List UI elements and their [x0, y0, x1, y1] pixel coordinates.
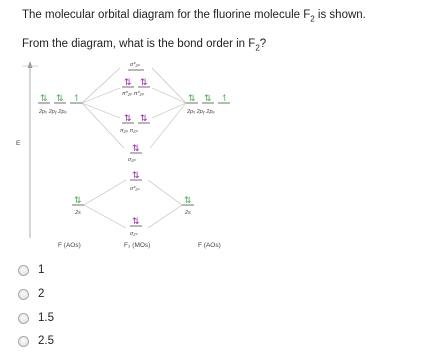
question-line-1-text: The molecular orbital diagram for the fluorine molecule F — [22, 9, 311, 21]
answer-option-2[interactable] — [18, 286, 44, 302]
right-2s-orbital — [182, 196, 194, 206]
answer-option-4[interactable] — [18, 333, 54, 349]
svg-text:↿: ↿ — [73, 94, 81, 104]
sigma2s-label: σ₂ₛ — [130, 231, 138, 237]
svg-text:⇅: ⇅ — [132, 144, 140, 154]
sigma2s-star-orbital — [130, 171, 142, 181]
question-line-2-suffix: ? — [259, 38, 267, 50]
answer-option-label: 1 — [38, 264, 45, 276]
svg-text:⇅: ⇅ — [140, 78, 148, 88]
left-column-label: F (AOs) — [58, 242, 81, 249]
pi2p-star-orbitals — [122, 78, 150, 88]
left-2s-label: 2s — [75, 210, 81, 216]
svg-text:⇅: ⇅ — [132, 217, 140, 227]
answer-option-label: 2.5 — [38, 335, 54, 347]
right-2p-electrons — [188, 94, 229, 104]
radio-button-icon[interactable] — [18, 265, 29, 276]
right-column-label: F (AOs) — [198, 242, 221, 249]
answer-option-label: 2 — [38, 288, 45, 300]
center-column-label: F₂ (MOs) — [124, 242, 151, 249]
svg-text:⇅: ⇅ — [124, 78, 132, 88]
energy-axis — [22, 61, 38, 238]
sigma2p-star-label: σ*₂ₚ — [130, 62, 140, 68]
svg-text:↿: ↿ — [221, 94, 229, 104]
svg-text:⇅: ⇅ — [124, 114, 132, 124]
pi2p-label: π₂ₚ π₂ₚ — [120, 128, 138, 134]
sigma2s-star-label: σ*₂ₛ — [130, 186, 140, 192]
svg-text:⇅: ⇅ — [188, 94, 196, 104]
right-2s-label: 2s — [185, 210, 191, 216]
left-2p-orbitals — [38, 94, 82, 104]
question-line-1-suffix: is shown. — [314, 9, 366, 21]
pi2p-star-label: π*₂ₚ π*₂ₚ — [122, 91, 145, 97]
sigma2s-orbital — [130, 217, 142, 227]
right-2p-labels: 2pₓ 2pᵧ 2pₔ — [187, 109, 215, 115]
question-line-1-subscript: 2 — [310, 14, 315, 24]
sigma2p-orbital — [130, 144, 142, 154]
answer-option-3[interactable] — [18, 310, 54, 326]
question-line-2-text: From the diagram, what is the bond order in F — [22, 38, 256, 50]
pi2p-orbitals — [122, 114, 150, 124]
left-2p-labels: 2pₓ 2pᵧ 2pₔ — [39, 109, 67, 115]
left-2p-electrons — [40, 94, 81, 104]
right-2p-orbitals — [186, 94, 230, 104]
svg-text:⇅: ⇅ — [184, 196, 192, 206]
radio-button-icon[interactable] — [18, 336, 29, 347]
sigma2p-label: σ₂ₚ — [128, 157, 136, 163]
svg-text:⇅: ⇅ — [56, 94, 64, 104]
energy-label: E — [16, 140, 21, 147]
svg-text:⇅: ⇅ — [40, 94, 48, 104]
question-line-2-subscript: 2 — [255, 43, 260, 53]
radio-button-icon[interactable] — [18, 289, 29, 300]
svg-text:⇅: ⇅ — [132, 171, 140, 181]
left-2s-orbital — [72, 196, 84, 206]
svg-text:⇅: ⇅ — [140, 114, 148, 124]
answer-option-1[interactable] — [18, 262, 44, 278]
radio-button-icon[interactable] — [18, 313, 29, 324]
svg-text:⇅: ⇅ — [204, 94, 212, 104]
answer-option-label: 1.5 — [38, 312, 54, 324]
svg-text:⇅: ⇅ — [74, 196, 82, 206]
